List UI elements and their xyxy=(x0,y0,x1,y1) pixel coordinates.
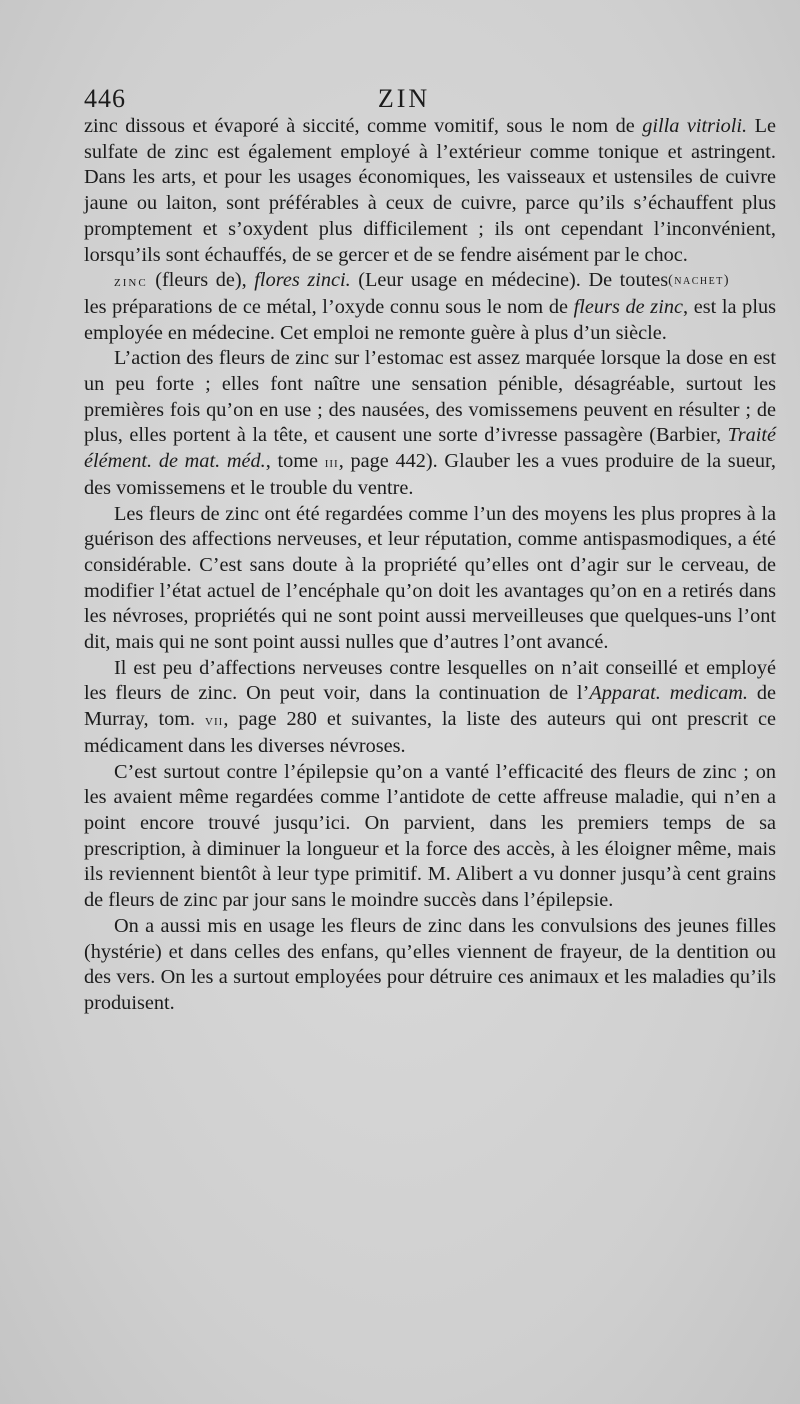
running-head: ZIN xyxy=(377,84,431,113)
author-signature: (nachet) xyxy=(668,273,730,289)
text-run: Il est peu d’affections nerveuses contre lesquelles on n’ait conseillé et employé les fleurs de zinc. On peut voir, dans la continuation de l’ xyxy=(84,656,776,705)
italic-reference: Apparat. medicam. xyxy=(589,682,749,705)
text-run: de Murray, tom. xyxy=(84,682,777,731)
italic-term: gilla vitrioli. xyxy=(642,115,748,137)
paragraph-murray-reference xyxy=(84,656,776,760)
text-run: , page 442). Glauber les a vues produire de la sueur, des vomissemens et le trouble du ventre. xyxy=(84,450,776,499)
body-text xyxy=(84,114,776,1017)
italic-term: flores zinci. xyxy=(254,269,351,292)
text-run: , page 280 et suivantes, la liste des auteurs qui ont prescrit ce médicament dans les diverses névroses. xyxy=(84,708,777,757)
paragraph-convulsions: On a aussi mis en usage les fleurs de zinc dans les convulsions des jeunes filles (hystérie) et dans celles des enfans, qu’elles viennent de frayeur, de la dentition ou des vers. On les a surtout employées pour détruire ces animaux et les maladies qu’ils produisent. xyxy=(84,914,776,1014)
text-run: , tome xyxy=(265,450,325,473)
text-run: (Leur usage en médecine). De toutes les préparations de ce métal, l’oxyde connu sous le nom de xyxy=(84,269,669,318)
page-number: 446 xyxy=(84,84,126,113)
text-run: L’action des fleurs de zinc sur l’estomac est assez marquée lorsque la dose en est un peu forte ; elles font naître une sensation pénible, désagréable, surtout les premières fois qu’on en use ; des nausées, des vomissemens peuvent en résulter ; de plus, elles portent à la tête, et causent une sorte d’ivresse passagère (Barbier, xyxy=(84,347,776,447)
paragraph-action-stomach xyxy=(84,346,776,501)
small-caps-numeral: vii xyxy=(205,712,224,730)
entry-headword: zinc xyxy=(114,273,148,291)
small-caps-numeral: iii xyxy=(324,454,339,472)
text-run: , est la plus employée en médecine. Cet emploi ne remonte guère à plus d’un siècle. xyxy=(84,295,776,344)
paragraph-nervous-affections: Les fleurs de zinc ont été regardées comme l’un des moyens les plus propres à la guérison des affections nerveuses, et leur réputation, comme antispasmodiques, a été considérable. C’est sans doute à la propriété qu’elles ont d’agir sur le cerveau, de modifier l’état actuel de l’encéphale qu’on doit les avantages qu’on en a retirés dans les névroses, propriétés qui ne sont point aussi merveilleuses que quelques-uns l’ont dit, mais qui ne sont point aussi nulles que d’autres l’ont avancé. xyxy=(84,502,776,654)
text-run: Le sulfate de zinc est également employé à l’extérieur comme tonique et astringent. Dans les arts, et pour les usages économiques, les vaisseaux et ustensiles de cuivre jaune ou laiton, sont préférables à ceux de cuivre, parce qu’ils s’échauffent plus promptement et s’oxydent plus difficilement ; ils ont cependant l’inconvénient, lorsqu’ils sont échauffés, de se gercer et de se fendre aisément par le choc. xyxy=(84,115,776,266)
paragraph-epilepsy: C’est surtout contre l’épilepsie qu’on a vanté l’efficacité des fleurs de zinc ; on les avaient même regardées comme l’antidote de cette affreuse maladie, qui n’en a point encore trouvé jusqu’ici. On parvient, dans les premiers temps de sa prescription, à diminuer la longueur et la force des accès, à les éloigner même, mais ils reviennent bientôt à leur type primitif. M. Alibert a vu donner jusqu’à cent grains de fleurs de zinc par jour sans le moindre succès dans l’épilepsie. xyxy=(84,760,776,912)
page-header xyxy=(84,82,724,116)
text-run: zinc dissous et évaporé à siccité, comme vomitif, sous le nom de xyxy=(84,115,643,137)
italic-reference: Traité élément. de mat. méd. xyxy=(84,424,776,473)
text-run: (fleurs de), xyxy=(147,269,255,292)
italic-term: fleurs de zinc xyxy=(573,295,683,318)
